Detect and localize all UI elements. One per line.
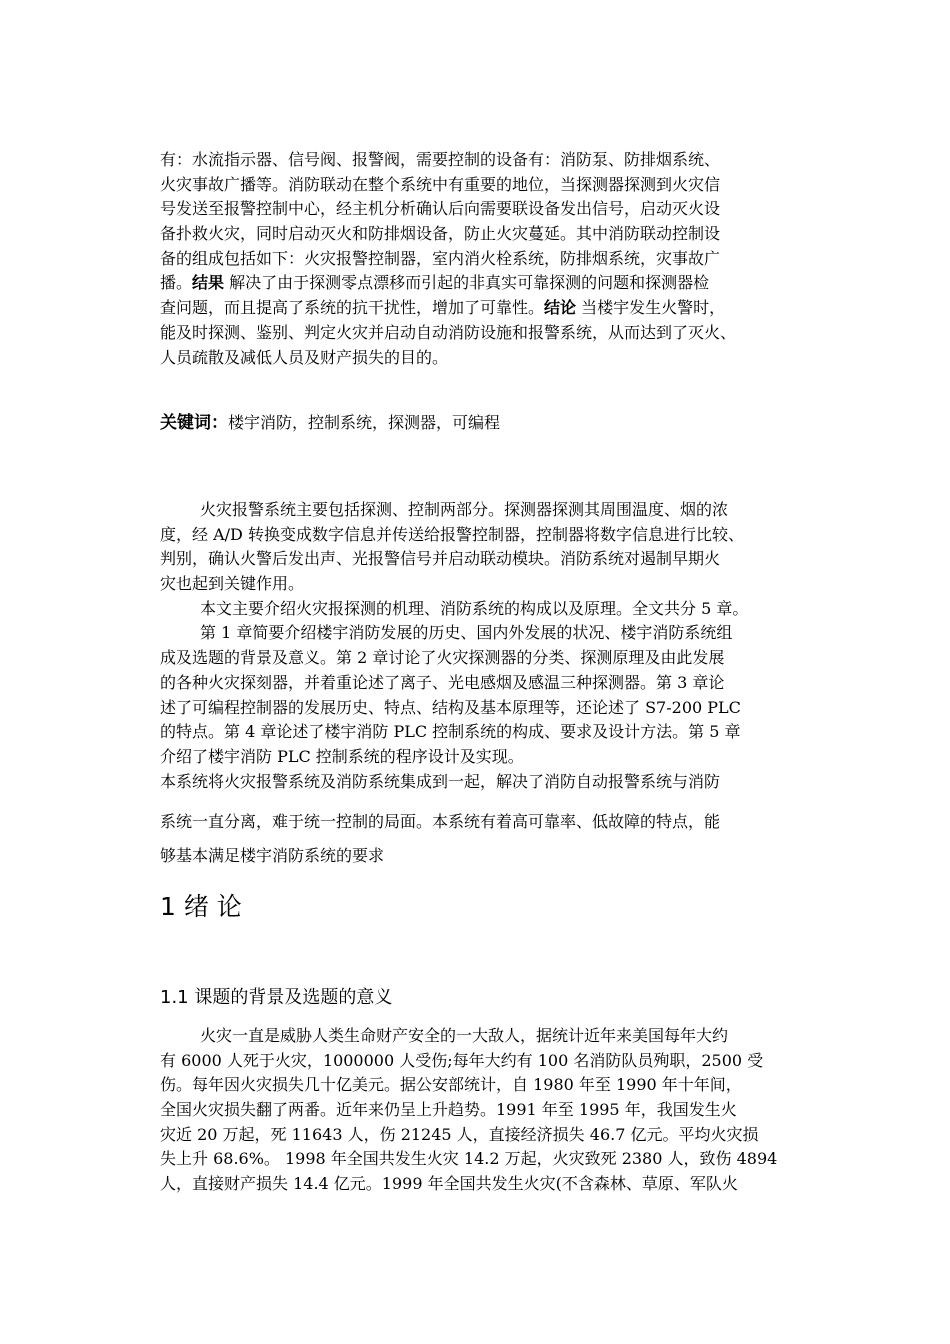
- text-line: 本系统将火灾报警系统及消防系统集成到一起，解决了消防自动报警系统与消防: [160, 771, 721, 791]
- abstract-paragraph: [160, 148, 860, 370]
- result-label: 结果: [192, 273, 225, 293]
- text-line: 系统一直分离，难于统一控制的局面。本系统有着高可靠率、低故障的特点，能: [160, 812, 721, 831]
- text-line: 火灾报警系统主要包括探测、控制两部分。探测器探测其周围温度、烟的浓: [200, 500, 729, 519]
- text-line: 度，经 A/D 转换变成数字信息并传送给报警控制器，控制器将数字信息进行比较、: [160, 524, 744, 544]
- keywords-line: [160, 411, 860, 436]
- text-line: 火灾一直是威胁人类生命财产安全的一大敌人，据统计近年来美国每年大约: [200, 1026, 729, 1045]
- text-line: 失上升 68.6%。 1998 年全国共发生火灾 14.2 万起，火灾致死 2380 人，致伤 4894: [160, 1149, 778, 1169]
- text-line: 备扑救火灾，同时启动灭火和防排烟设备，防止火灾蔓延。其中消防联动控制设: [160, 224, 721, 244]
- text-line: 灾近 20 万起，死 11643 人，伤 21245 人，直接经济损失 46.7 亿元。平均火灾损: [160, 1124, 759, 1144]
- text-line: 的特点。第 4 章论述了楼宇消防 PLC 控制系统的构成、要求及设计方法。第 5 章: [160, 722, 741, 742]
- text-line: 号发送至报警控制中心，经主机分析确认后向需要联设备发出信号，启动灭火设: [160, 199, 721, 219]
- text-line: 本文主要介绍火灾报探测的机理、消防系统的构成以及原理。全文共分 5 章。: [200, 598, 749, 618]
- text-line: 全国火灾损失翻了两番。近年来仍呈上升趋势。1991 年至 1995 年，我国发生火: [160, 1100, 737, 1120]
- text-line: 伤。每年因火灾损失几十亿美元。据公安部统计，自 1980 年至 1990 年十年间，: [160, 1075, 742, 1095]
- intro-section: [160, 498, 860, 794]
- chapter-title: 1 绪 论: [160, 892, 242, 921]
- text-line: 有：水流指示器、信号阀、报警阀，需要控制的设备有：消防泵、防排烟系统、: [160, 150, 721, 169]
- text-run: 当楼宇发生火警时，: [576, 298, 726, 318]
- text-line: 灾也起到关键作用。: [160, 574, 305, 594]
- text-line: 人，直接财产损失 14.4 亿元。1999 年全国共发生火灾(不含森林、草原、军队火: [160, 1174, 738, 1194]
- text-run: 查问题，而且提高了系统的抗干扰性，增加了可靠性。: [160, 298, 545, 318]
- text-line: 有 6000 人死于火灾，1000000 人受伤;每年大约有 100 名消防队员殉职，2500 受: [160, 1050, 764, 1070]
- text-line: 够基本满足楼宇消防系统的要求: [160, 846, 385, 865]
- text-line: 火灾事故广播等。消防联动在整个系统中有重要的地位，当探测器探测到火灾信: [160, 174, 721, 194]
- text-line: 成及选题的背景及意义。第 2 章讨论了火灾探测器的分类、探测原理及由此发展: [160, 648, 725, 668]
- text-run: 解决了由于探测零点漂移而引起的非真实可靠探测的问题和探测器检: [224, 273, 710, 293]
- text-line: 述了可编程控制器的发展历史、特点、结构及基本原理等，还论述了 S7-200 PLC: [160, 697, 741, 717]
- text-line: [160, 296, 860, 321]
- text-line: 的各种火灾探刻器，并着重论述了离子、光电感烟及感温三种探测器。第 3 章论: [160, 672, 725, 692]
- text-line: 介绍了楼宇消防 PLC 控制系统的程序设计及实现。: [160, 746, 524, 766]
- keywords-text: 楼宇消防，控制系统，探测器，可编程: [228, 413, 501, 432]
- text-line: [160, 271, 860, 296]
- keywords-label: 关键词：: [160, 413, 228, 433]
- text-line: 人员疏散及减低人员及财产损失的目的。: [160, 347, 449, 367]
- conclusion-label: 结论: [544, 298, 577, 318]
- text-line: [160, 411, 860, 436]
- intro-paragraph-loose: [160, 805, 860, 873]
- text-line: 第 1 章简要介绍楼宇消防发展的历史、国内外发展的状况、楼宇消防系统组: [200, 623, 733, 643]
- text-line: 备的组成包括如下：火灾报警控制器，室内消火栓系统，防排烟系统，灾事故广: [160, 248, 721, 268]
- section-title: 1.1 课题的背景及选题的意义: [160, 987, 393, 1008]
- text-line: 判别，确认火警后发出声、光报警信号并启动联动模块。消防系统对遏制早期火: [160, 549, 721, 569]
- section-body: [160, 1024, 860, 1197]
- text-line: 能及时探测、鉴别、判定火灾并启动自动消防设施和报警系统，从而达到了灭火、: [160, 322, 737, 342]
- text-run: 播。: [160, 273, 193, 293]
